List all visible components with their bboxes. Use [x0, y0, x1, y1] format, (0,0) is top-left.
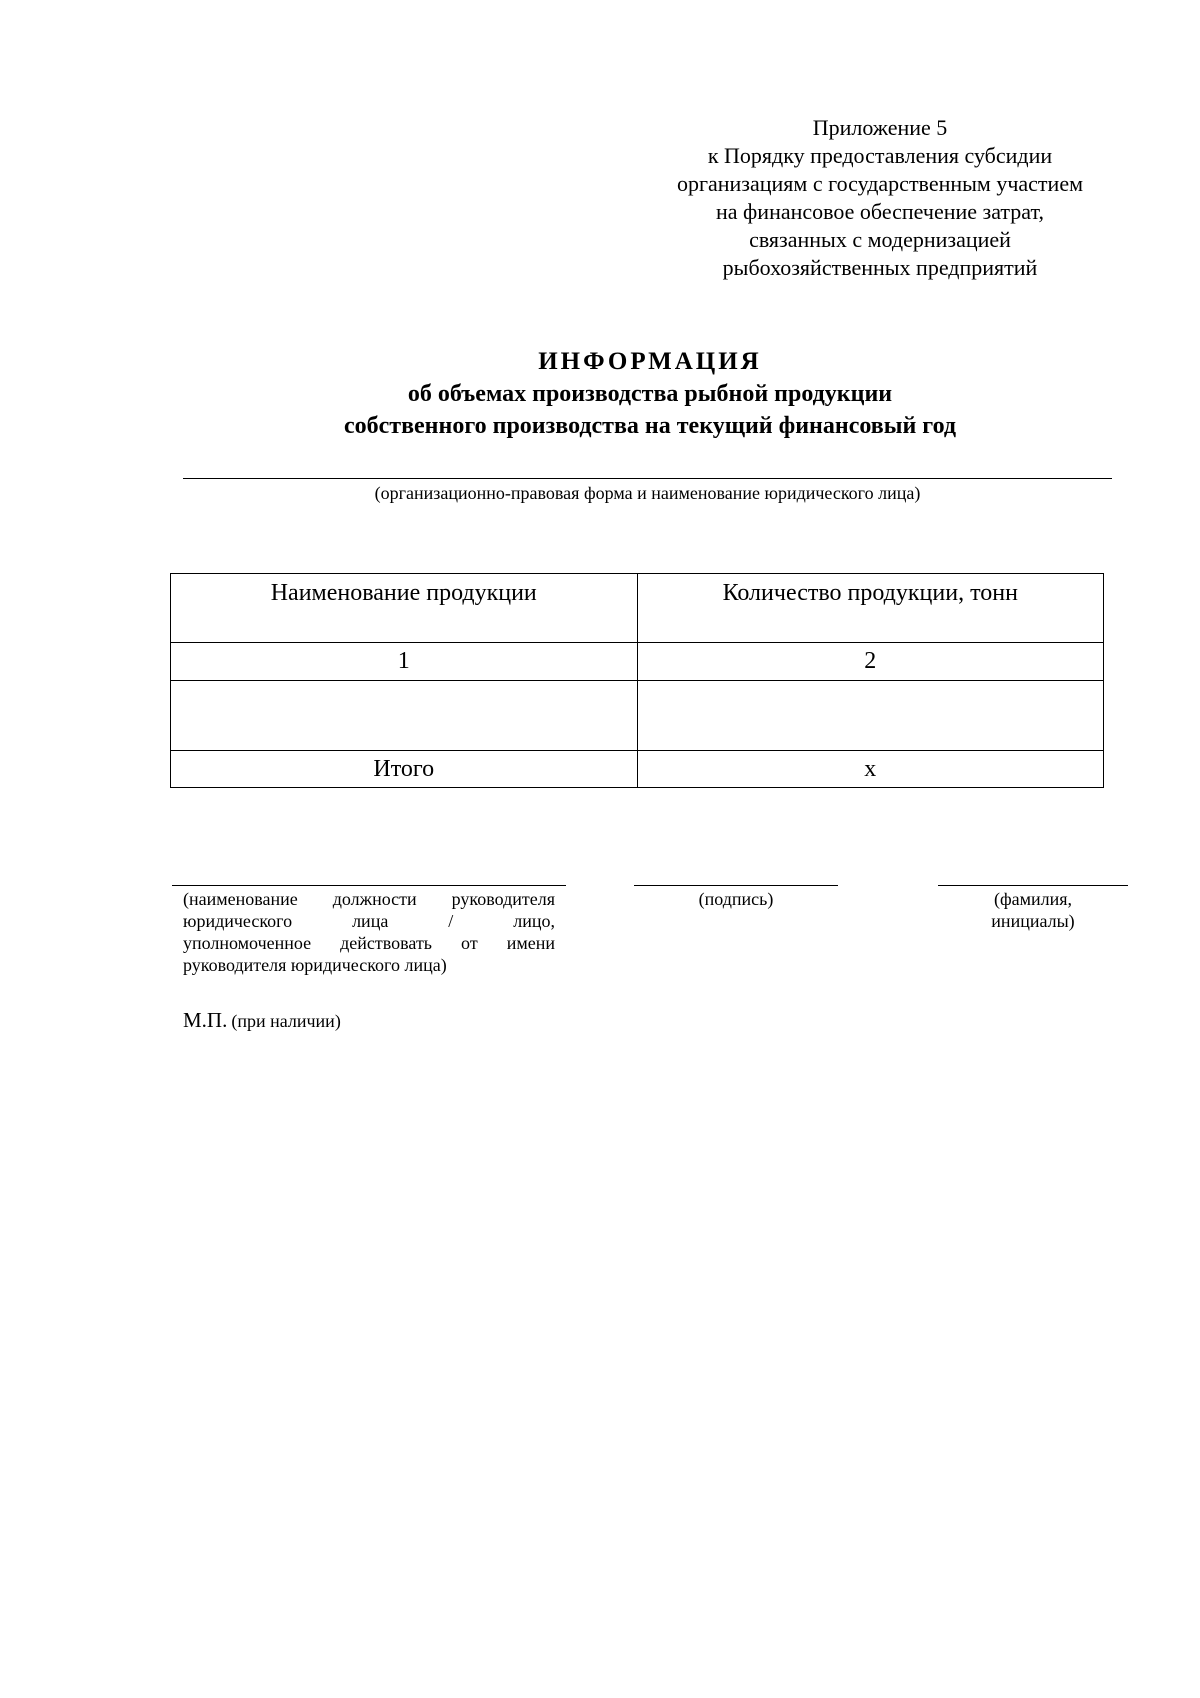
organization-caption: (организационно-правовая форма и наименование юридического лица)	[374, 483, 921, 503]
column-number-row	[171, 643, 1104, 681]
header-product-name: Наименование продукции	[171, 574, 638, 643]
product-name-cell[interactable]	[171, 681, 638, 751]
position-caption-line: руководителя юридического лица)	[183, 955, 447, 975]
product-quantity-cell[interactable]	[637, 681, 1104, 751]
column-number-2: 2	[637, 643, 1104, 681]
name-signature-line[interactable]	[938, 885, 1128, 886]
position-caption-line: (наименование должности руководителя	[183, 889, 555, 909]
signature-caption: (подпись)	[698, 889, 774, 909]
name-caption-line1: (фамилия,	[993, 889, 1073, 909]
signature-line[interactable]	[634, 885, 838, 886]
table-row	[171, 681, 1104, 751]
organization-name-field[interactable]	[183, 478, 1112, 479]
header-product-quantity: Количество продукции, тонн	[637, 574, 1104, 643]
column-number-1: 1	[171, 643, 638, 681]
appendix-line: рыбохозяйственных предприятий	[722, 255, 1038, 280]
position-caption-line: уполномоченное действовать от имени	[183, 933, 555, 953]
appendix-reference	[640, 114, 1120, 282]
document-title	[180, 346, 1120, 442]
appendix-line: на финансовое обеспечение затрат,	[716, 199, 1044, 224]
total-label: Итого	[171, 751, 638, 788]
table-header-row	[171, 574, 1104, 643]
appendix-line: связанных с модернизацией	[749, 227, 1011, 252]
stamp-note: (при наличии)	[231, 1011, 341, 1031]
appendix-number: Приложение 5	[812, 115, 948, 140]
position-caption	[183, 888, 555, 976]
title-heading: ИНФОРМАЦИЯ	[538, 348, 762, 375]
total-row	[171, 751, 1104, 788]
products-table	[170, 573, 1104, 788]
name-caption-line2: инициалы)	[991, 911, 1075, 931]
appendix-line: к Порядку предоставления субсидии	[707, 143, 1053, 168]
name-caption	[938, 888, 1128, 932]
title-subheading-line2: собственного производства на текущий финансовый год	[343, 413, 957, 439]
stamp-place	[183, 1008, 341, 1033]
total-value: х	[637, 751, 1104, 788]
appendix-line: организациям с государственным участием	[676, 171, 1084, 196]
title-subheading-line1: об объемах производства рыбной продукции	[407, 381, 893, 407]
position-caption-line: юридического лица / лицо,	[183, 911, 555, 931]
stamp-label: М.П.	[183, 1008, 228, 1032]
position-signature-line[interactable]	[172, 885, 566, 886]
